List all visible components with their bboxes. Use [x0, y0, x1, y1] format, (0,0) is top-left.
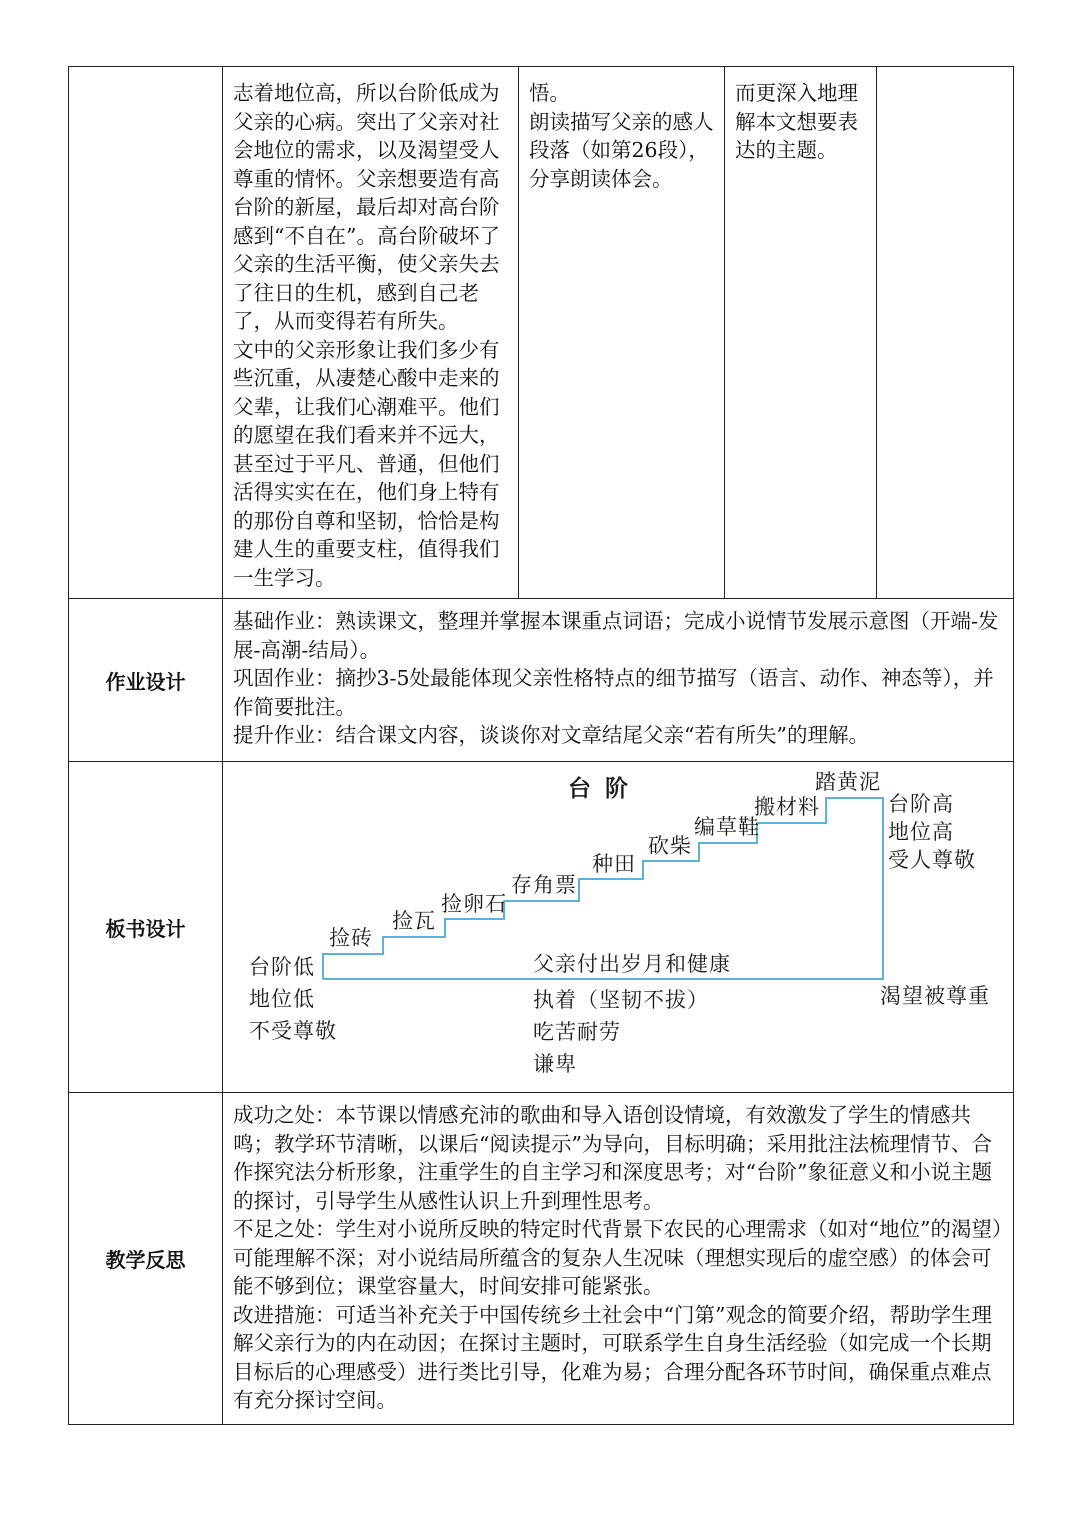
homework-consolidate: 巩固作业：摘抄3-5处最能体现父亲性格特点的细节描写（语言、动作、神态等），并作简要批注。 — [233, 666, 994, 719]
activity-line-2: 朗读描写父亲的感人段落（如第26段），分享朗读体会。 — [529, 109, 714, 191]
center-4: 谦卑 — [533, 1052, 577, 1076]
table-row-analysis — [69, 67, 1014, 599]
board-content — [223, 762, 1014, 1093]
step-label-5: 种田 — [592, 852, 636, 876]
analysis-paragraph-1: 志着地位高，所以台阶低成为父亲的心病。突出了父亲对社会地位的需求，以及渴望受人尊重的情怀。父亲想要造有高台阶的新屋，最后却对高台阶感到“不自在”。高台阶破坏了父亲的生活平衡，使父亲失去了往日的生机，感到自己老了，从而变得若有所失。 — [233, 81, 500, 333]
left-1: 台阶低 — [249, 955, 315, 979]
reflection-shortcoming: 不足之处：学生对小说所反映的特定时代背景下农民的心理需求（如对“地位”的渴望）可能理解不深；对小说结局所蕴含的复杂人生况味（理想实现后的虚空感）的体会可能不够到位；课堂容量大，时间安排可能紧张。 — [233, 1217, 1003, 1298]
right-top-1: 台阶高 — [888, 792, 954, 816]
left-3: 不受尊敬 — [249, 1019, 337, 1043]
table-row-reflection — [69, 1093, 1014, 1425]
analysis-cell — [223, 67, 519, 599]
analysis-paragraph-2: 文中的父亲形象让我们多少有些沉重，从凄楚心酸中走来的父辈，让我们心潮难平。他们的愿望在我们看来并不远大，甚至过于平凡、普通，但他们活得实实在在，他们身上特有的那份自尊和坚韧，恰恰是构建人生的重要支柱，值得我们一生学习。 — [233, 337, 500, 590]
intent-text: 而更深入地理解本文想要表达的主题。 — [735, 81, 858, 162]
right-top-3: 受人尊敬 — [888, 848, 976, 872]
homework-label: 作业设计 — [69, 599, 223, 762]
table-row-homework — [69, 599, 1014, 762]
step-label-9: 踏黄泥 — [815, 770, 881, 794]
homework-basic: 基础作业：熟读课文，整理并掌握本课重点词语；完成小说情节发展示意图（开端-发展-高潮-结局）。 — [233, 609, 999, 662]
step-label-7: 编草鞋 — [694, 815, 760, 839]
activity-line-1: 悟。 — [529, 81, 570, 105]
reflection-content — [223, 1093, 1014, 1425]
homework-content — [223, 599, 1014, 762]
board-title: 台阶 — [568, 776, 642, 802]
step-label-4: 存角票 — [511, 873, 577, 897]
empty-label-cell — [69, 67, 223, 599]
right-bottom: 渴望被尊重 — [880, 984, 990, 1008]
reflection-success: 成功之处：本节课以情感充沛的歌曲和导入语创设情境，有效激发了学生的情感共鸣；教学环节清晰，以课后“阅读提示”为导向，目标明确；采用批注法梳理情节、合作探究法分析形象，注重学生的自主学习和深度思考；对“台阶”象征意义和小说主题的探讨，引导学生从感性认识上升到理性思考。 — [233, 1103, 992, 1213]
table-row-board — [69, 762, 1014, 1093]
homework-advanced: 提升作业：结合课文内容，谈谈你对文章结尾父亲“若有所失”的理解。 — [233, 723, 869, 747]
intent-cell — [725, 67, 877, 599]
step-label-2: 捡瓦 — [392, 909, 436, 933]
left-2: 地位低 — [249, 987, 315, 1011]
reflection-label: 教学反思 — [69, 1093, 223, 1425]
board-label: 板书设计 — [69, 762, 223, 1093]
lesson-plan-table — [68, 66, 1014, 1425]
staircase-diagram — [223, 762, 1013, 1092]
step-label-1: 捡砖 — [329, 926, 373, 950]
empty-notes-cell — [877, 67, 1014, 599]
step-label-8: 搬材料 — [754, 795, 820, 819]
step-label-6: 砍柴 — [648, 834, 692, 858]
reflection-improvement: 改进措施：可适当补充关于中国传统乡土社会中“门第”观念的简要介绍，帮助学生理解父亲行为的内在动因；在探讨主题时，可联系学生自身生活经验（如完成一个长期目标后的心理感受）进行类比引导，化难为易；合理分配各环节时间，确保重点难点有充分探讨空间。 — [233, 1302, 992, 1412]
center-2: 执着（坚韧不拔） — [533, 988, 709, 1012]
step-label-3: 捡卵石 — [441, 892, 507, 916]
center-1: 父亲付出岁月和健康 — [533, 952, 731, 976]
center-3: 吃苦耐劳 — [533, 1020, 621, 1044]
right-top-2: 地位高 — [888, 820, 954, 844]
activity-cell — [519, 67, 725, 599]
